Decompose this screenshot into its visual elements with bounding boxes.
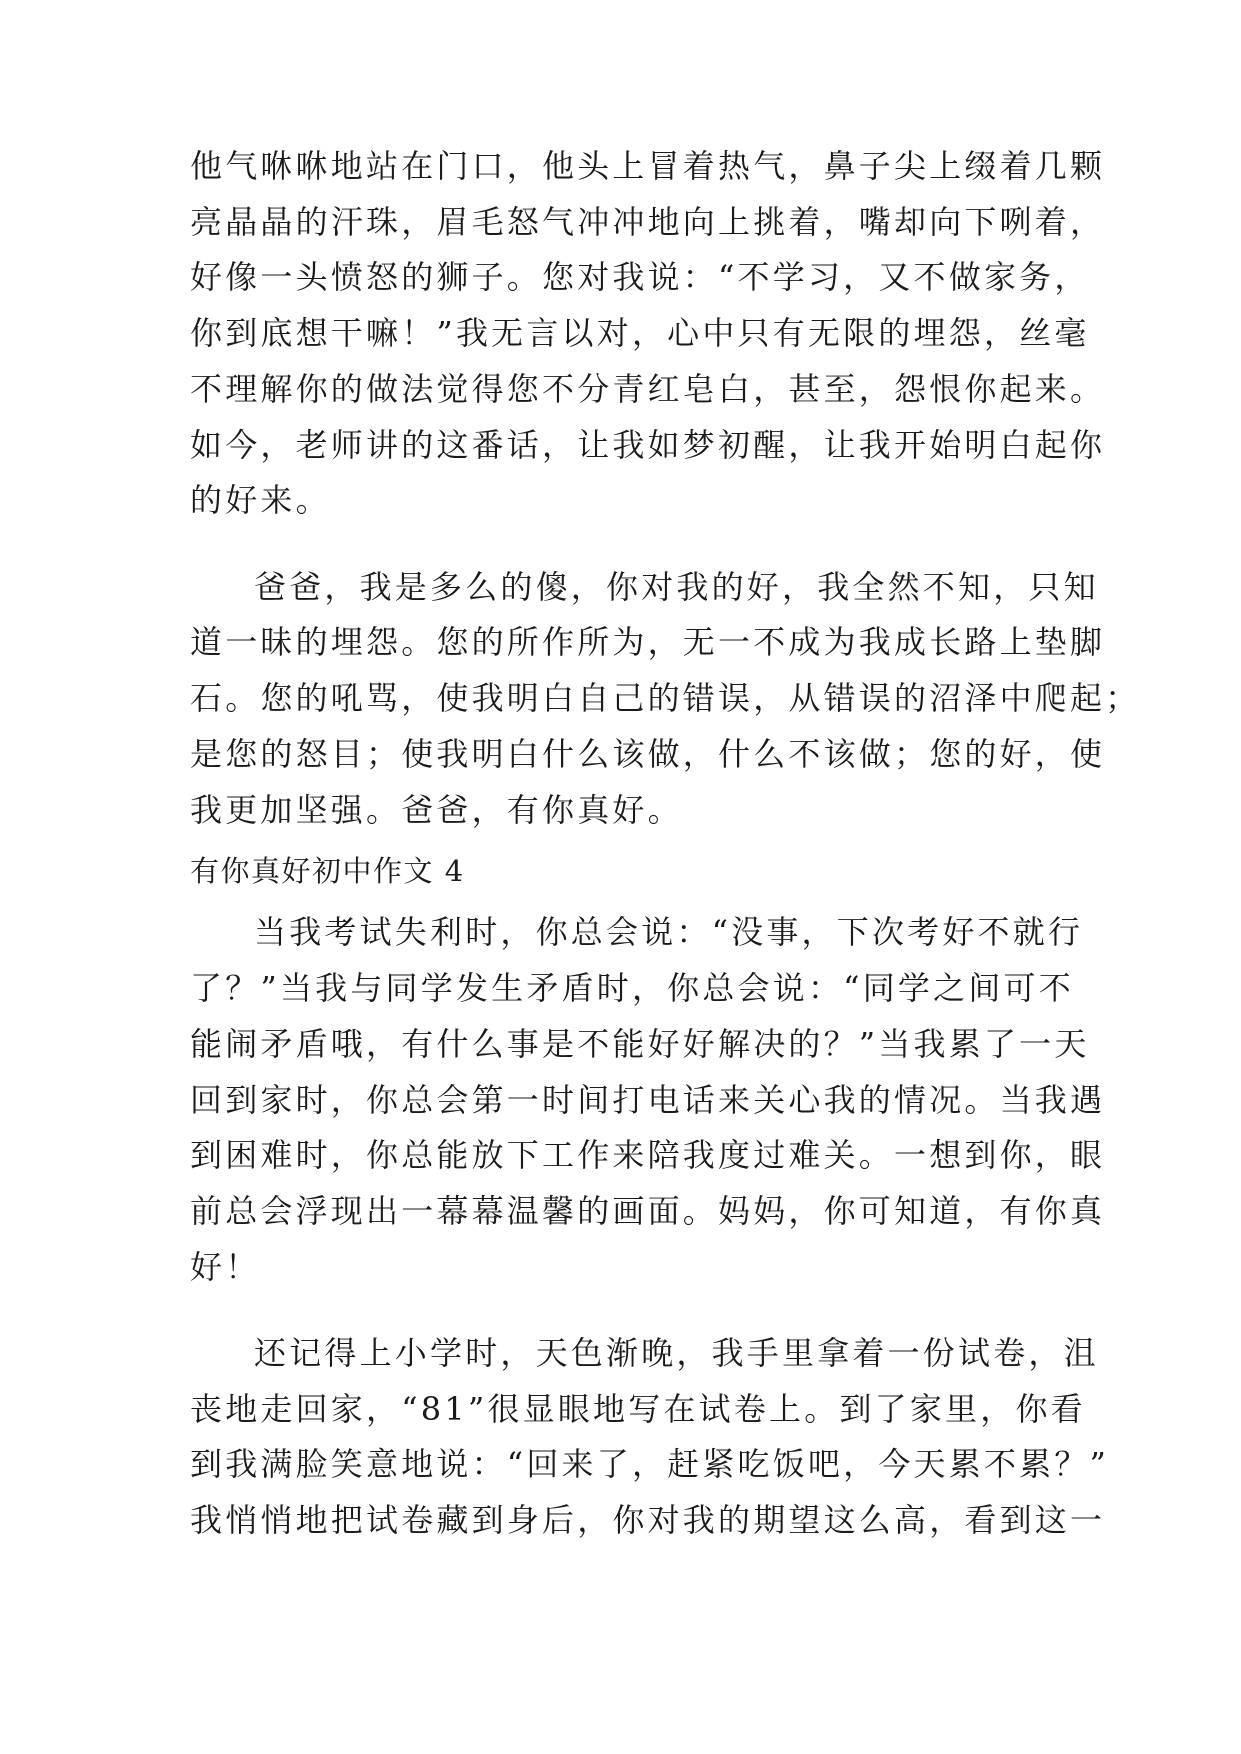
paragraph-first-line: 还记得上小学时，天色渐晚，我手里拿着一份试卷，沮 xyxy=(254,1334,1099,1372)
section-heading: 有你真好初中作文 4 xyxy=(190,854,465,888)
text-line: 不理解你的做法觉得您不分青红皂白，甚至，怨恨你起来。 xyxy=(190,370,1106,408)
text-line: 我更加坚强。爸爸，有你真好。 xyxy=(190,791,683,829)
text-line: 道一昧的埋怨。您的所作所为，无一不成为我成长路上垫脚 xyxy=(190,623,1106,661)
text-line: 的好来。 xyxy=(190,481,331,519)
text-line: 前总会浮现出一幕幕温馨的画面。妈妈，你可知道，有你真 xyxy=(190,1192,1106,1230)
text-line: 是您的怒目；使我明白什么该做，什么不该做；您的好，使 xyxy=(190,735,1106,773)
text-line: 亮晶晶的汗珠，眉毛怒气冲冲地向上挑着，嘴却向下咧着， xyxy=(190,203,1106,241)
text-line: 好像一头愤怒的狮子。您对我说：“不学习，又不做家务， xyxy=(190,258,1090,296)
text-line: 到困难时，你总能放下工作来陪我度过难关。一想到你，眼 xyxy=(190,1136,1106,1174)
text-line: 到我满脸笑意地说：“回来了，赶紧吃饭吧，今天累不累？” xyxy=(190,1445,1110,1483)
text-line: 石。您的吼骂，使我明白自己的错误，从错误的沼泽中爬起； xyxy=(190,679,1141,717)
text-line: 我悄悄地把试卷藏到身后，你对我的期望这么高，看到这一 xyxy=(190,1501,1106,1539)
text-line: 如今，老师讲的这番话，让我如梦初醒，让我开始明白起你 xyxy=(190,426,1106,464)
text-line: 回到家时，你总会第一时间打电话来关心我的情况。当我遇 xyxy=(190,1081,1106,1119)
text-line: 丧地走回家，“81”很显眼地写在试卷上。到了家里，你看 xyxy=(190,1390,1086,1428)
text-line: 你到底想干嘛！”我无言以对，心中只有无限的埋怨，丝毫 xyxy=(190,314,1090,352)
paragraph-first-line: 当我考试失利时，你总会说：“没事，下次考好不就行 xyxy=(254,913,1084,951)
text-line: 好！ xyxy=(190,1248,261,1286)
text-line: 了？”当我与同学发生矛盾时，你总会说：“同学之间可不 xyxy=(190,969,1074,1007)
paragraph-first-line: 爸爸，我是多么的傻，你对我的好，我全然不知，只知 xyxy=(254,568,1099,606)
text-line: 能闹矛盾哦，有什么事是不能好好解决的？”当我累了一天 xyxy=(190,1025,1090,1063)
text-line: 他气咻咻地站在门口，他头上冒着热气，鼻子尖上缀着几颗 xyxy=(190,147,1106,185)
